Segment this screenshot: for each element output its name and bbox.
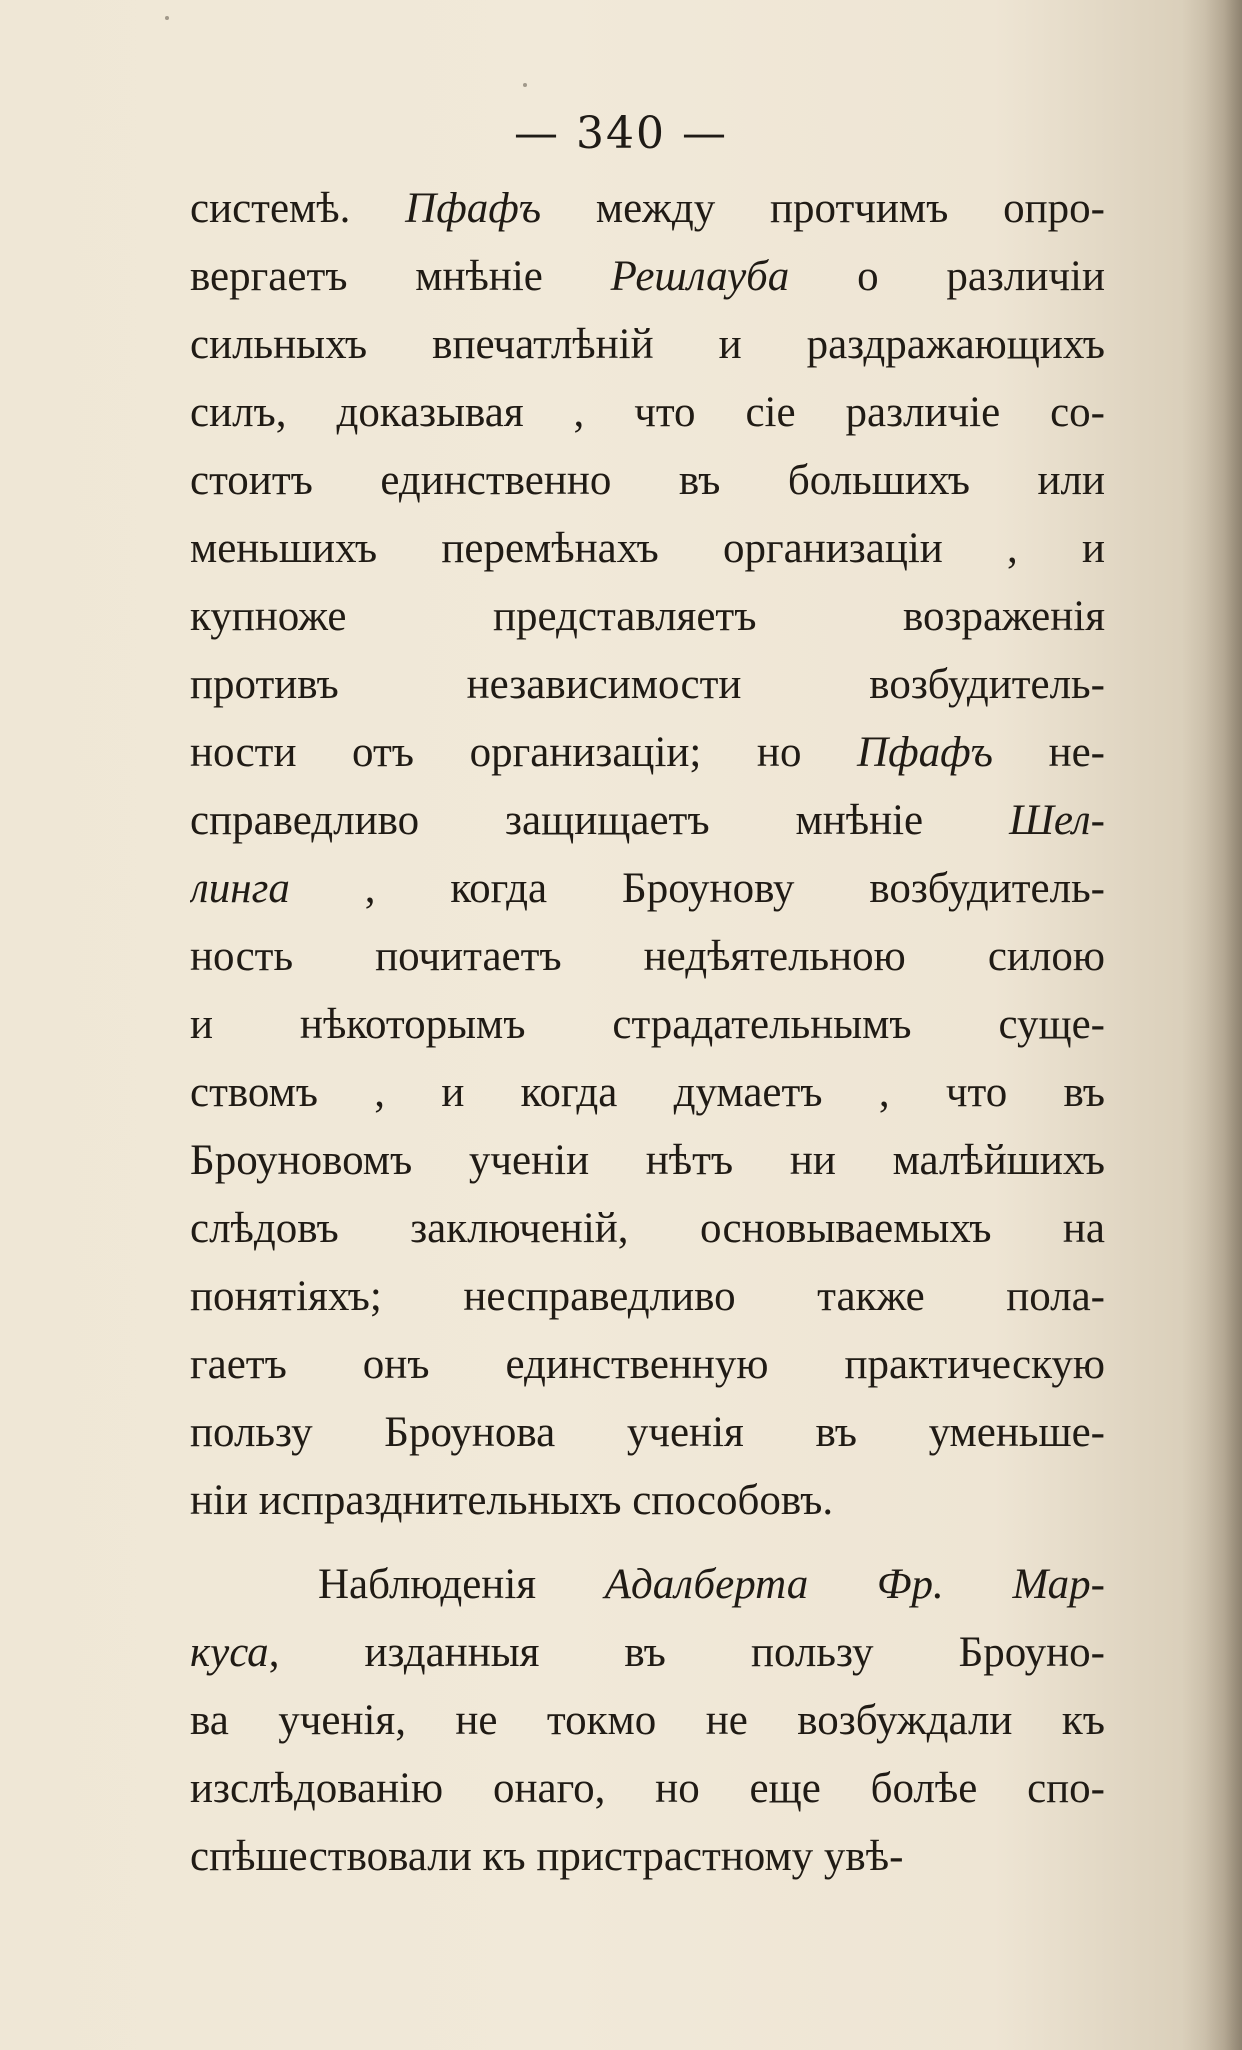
text-line [190,515,1105,583]
text-line [190,175,1105,243]
text-line [190,1619,1105,1687]
text-line [190,855,1105,923]
text-line [190,583,1105,651]
italic-name: линга [190,865,290,912]
text-run: справедливо защищаетъ мнѣніе [190,797,1010,844]
text-run: слѣдовъ заключеній, основываемыхъ на [190,1205,1105,1252]
text-line [190,1687,1105,1755]
text-line [190,243,1105,311]
text-run: не- [992,729,1105,776]
text-run: ность почитаетъ недѣятельною силою [190,933,1105,980]
italic-name: Пфафъ [857,729,993,776]
text-line [190,1059,1105,1127]
paragraph-gap [190,1535,1105,1551]
text-run: Наблюденія [318,1561,605,1608]
text-run: ности отъ организаціи; но [190,729,858,776]
italic-name: куса [190,1629,269,1676]
text-run: вергаетъ мнѣніе [190,253,611,300]
text-run: пользу Броунова ученія въ уменьше- [190,1409,1105,1456]
paper-speck [165,16,169,20]
paper-speck [523,83,527,87]
text-line [190,1823,1105,1891]
italic-name: Решлауба [610,253,790,300]
text-run: о различіи [789,253,1105,300]
paragraph [190,175,1105,1535]
text-run: противъ независимости возбудитель- [190,661,1105,708]
text-run: меньшихъ перемѣнахъ организаціи , и [190,525,1105,572]
text-line [190,1127,1105,1195]
text-line [190,651,1105,719]
text-line [190,1399,1105,1467]
text-run: системѣ. [190,185,406,232]
text-line [190,1263,1105,1331]
text-run: Броуновомъ ученіи нѣтъ ни малѣйшихъ [190,1137,1105,1184]
text-line [190,447,1105,515]
text-run: ствомъ , и когда думаетъ , что въ [190,1069,1105,1116]
text-line [190,787,1105,855]
text-run: ніи испразднительныхъ способовъ. [190,1477,834,1524]
text-line [190,991,1105,1059]
text-run: купноже представляетъ возраженія [190,593,1105,640]
text-run: силъ, доказывая , что сіе различіе со- [190,389,1105,436]
text-run: изслѣдованію онаго, но еще болѣе спо- [190,1765,1105,1812]
text-run: стоитъ единственно въ большихъ или [190,457,1105,504]
text-run: спѣшествовали къ пристрастному увѣ- [190,1833,904,1880]
text-run: ва ученія, не токмо не возбуждали къ [190,1697,1105,1744]
text-run: сильныхъ впечатлѣній и раздражающихъ [190,321,1105,368]
text-line [190,1467,1105,1535]
paragraph [190,1551,1105,1891]
text-line [190,1755,1105,1823]
italic-name: Пфафъ [405,185,542,232]
text-line [190,719,1105,787]
text-line [190,379,1105,447]
text-line [190,311,1105,379]
italic-name: Адалберта Фр. Мар- [604,1561,1105,1608]
text-run: , изданныя въ пользу Броуно- [268,1629,1105,1676]
text-run: , когда Броунову возбудитель- [289,865,1105,912]
text-line [190,1195,1105,1263]
page-number: — 340 — [514,108,728,159]
text-run: гаетъ онъ единственную практическую [190,1341,1105,1388]
italic-name: Шел- [1009,797,1105,844]
text-line [190,1551,1105,1619]
text-line [190,923,1105,991]
text-line [190,1331,1105,1399]
text-run: понятіяхъ; несправедливо также пола- [190,1273,1105,1320]
page-edge-shadow [1182,0,1242,2050]
text-run: между протчимъ опро- [541,185,1105,232]
body-text [190,175,1105,1891]
text-run: и нѣкоторымъ страдательнымъ суще- [190,1001,1105,1048]
